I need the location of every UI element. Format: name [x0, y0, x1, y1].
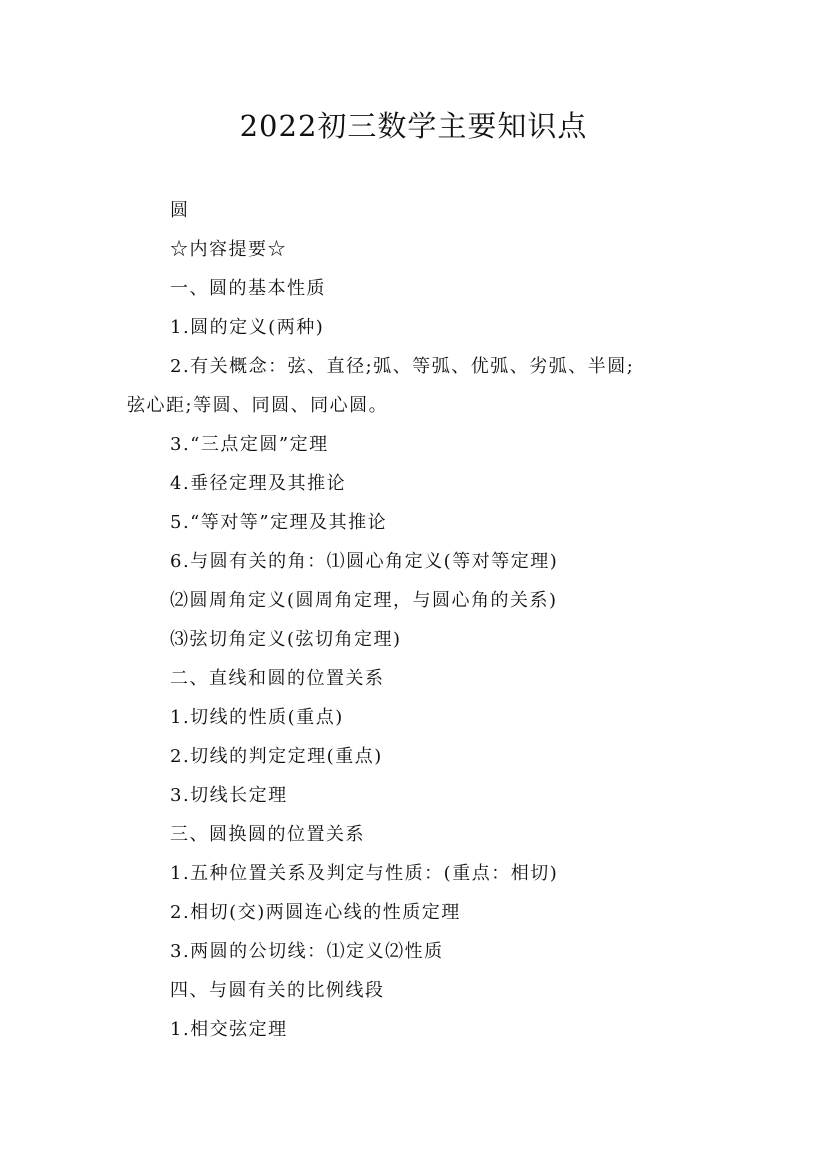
- section-heading: 圆: [170, 200, 190, 221]
- section-heading: 三、圆换圆的位置关系: [170, 824, 365, 845]
- document-title: 2022初三数学主要知识点: [239, 109, 588, 143]
- list-item: 4.垂径定理及其推论: [170, 473, 347, 494]
- list-item: 6.与圆有关的角：⑴圆心角定义(等对等定理): [170, 551, 559, 572]
- content-summary-heading: ☆内容提要☆: [170, 239, 287, 260]
- list-item: 1.五种位置关系及判定与性质：(重点：相切): [170, 863, 559, 884]
- list-item-continuation: 弦心距;等圆、同圆、同心圆。: [127, 395, 389, 416]
- list-item: 2.有关概念：弦、直径;弧、等弧、优弧、劣弧、半圆;: [170, 356, 635, 377]
- section-heading: 一、圆的基本性质: [170, 278, 326, 299]
- list-item: 1.相交弦定理: [170, 1019, 288, 1040]
- list-item: 2.相切(交)两圆连心线的性质定理: [170, 902, 461, 923]
- list-item: 1.圆的定义(两种): [170, 317, 325, 338]
- list-item: 3.切线长定理: [170, 785, 288, 806]
- list-item: 3.两圆的公切线：⑴定义⑵性质: [170, 941, 444, 962]
- section-heading: 二、直线和圆的位置关系: [170, 668, 385, 689]
- list-item: ⑵圆周角定义(圆周角定理，与圆心角的关系): [170, 590, 558, 611]
- list-item: 2.切线的判定定理(重点): [170, 746, 383, 767]
- list-item: 3.“三点定圆”定理: [170, 434, 329, 455]
- list-item: 5.“等对等”定理及其推论: [170, 512, 388, 533]
- list-item: ⑶弦切角定义(弦切角定理): [170, 629, 402, 650]
- list-item: 1.切线的性质(重点): [170, 707, 344, 728]
- section-heading: 四、与圆有关的比例线段: [170, 980, 385, 1001]
